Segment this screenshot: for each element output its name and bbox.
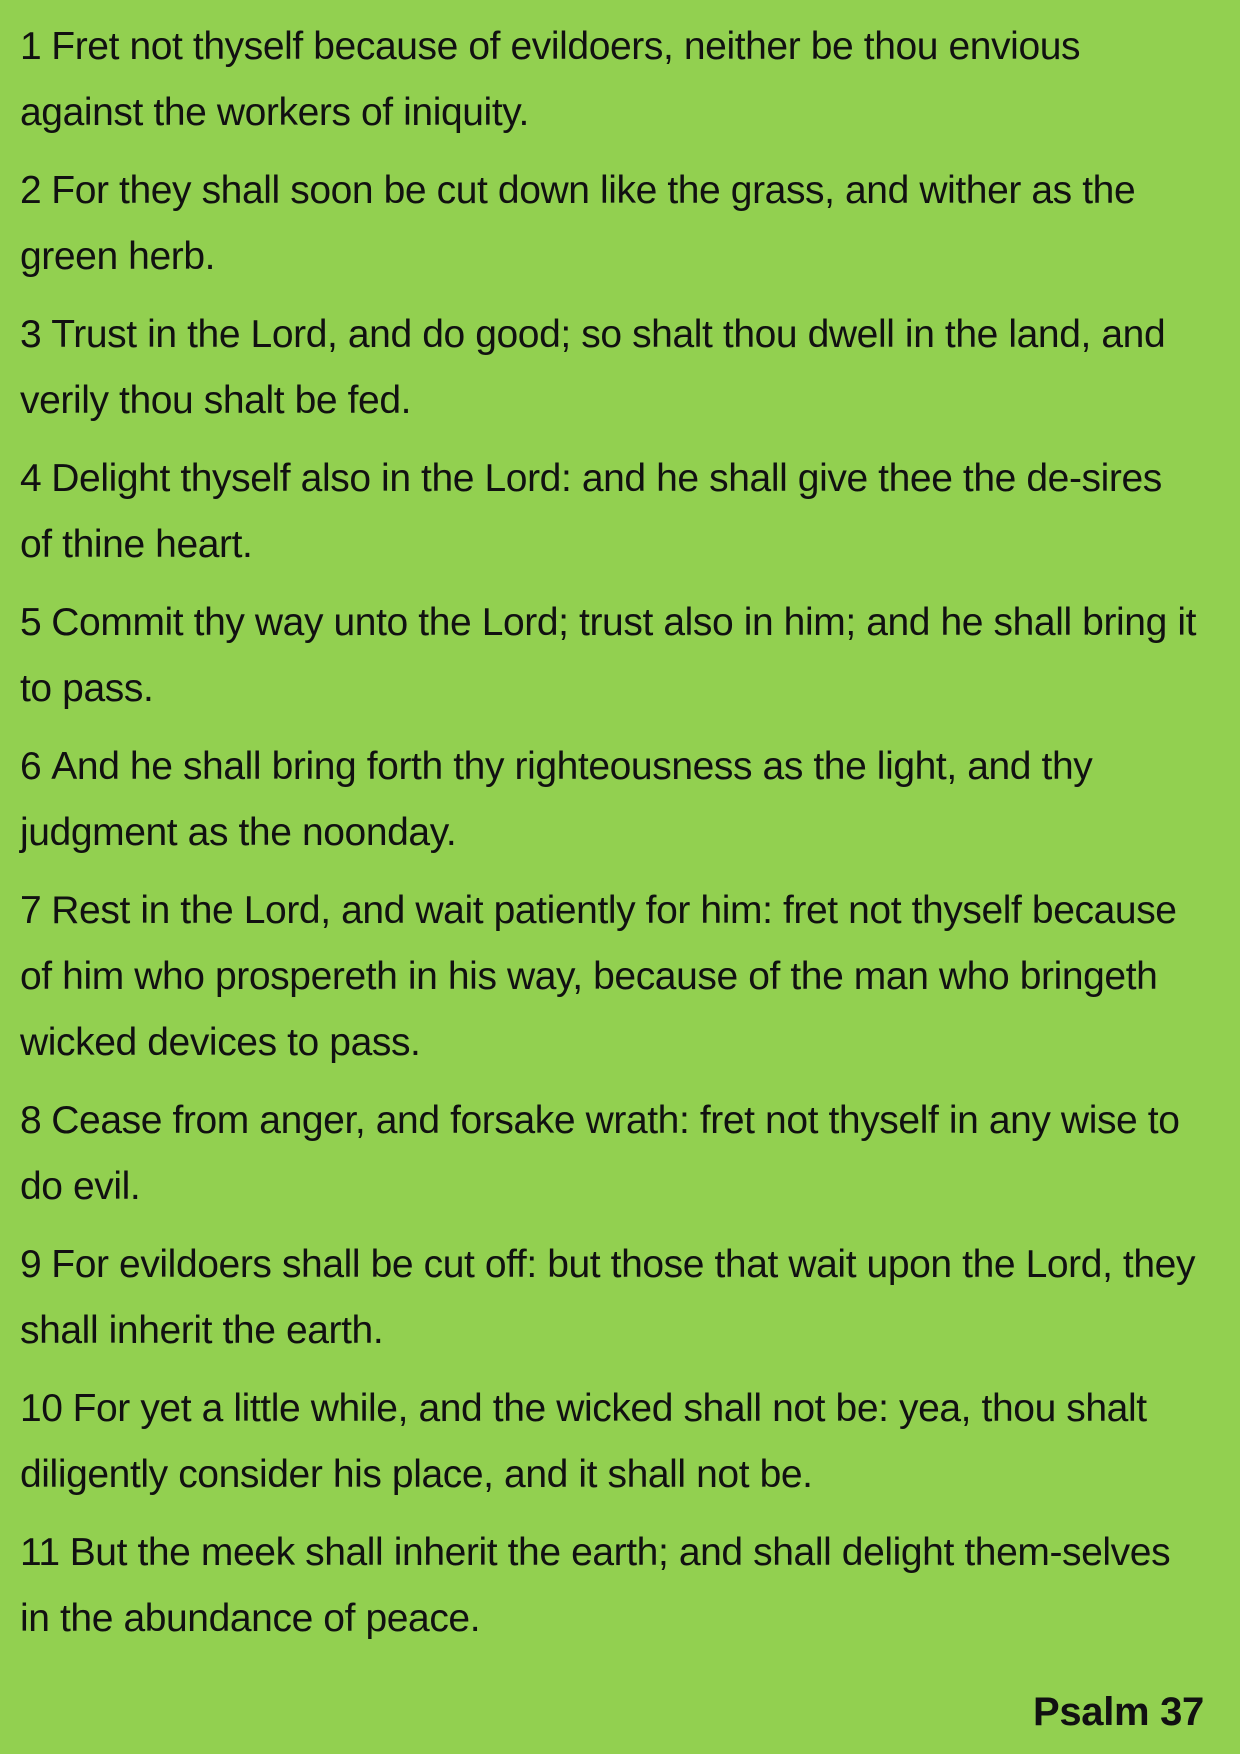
verse-text: For yet a little while, and the wicked shall not be: yea, thou shalt diligently consider his place, and it shall not be. bbox=[20, 1387, 1147, 1496]
verse-text: Rest in the Lord, and wait patiently for him: fret not thyself because of him who prospereth in his way, because of the man who bringeth wicked devices to pass. bbox=[20, 889, 1177, 1064]
verse-5 bbox=[20, 590, 1204, 722]
verse-number: 4 bbox=[20, 457, 42, 500]
verse-number: 5 bbox=[20, 601, 42, 644]
verse-number: 8 bbox=[20, 1099, 42, 1142]
verse-number: 3 bbox=[20, 313, 42, 356]
verse-list bbox=[20, 14, 1204, 1652]
verse-number: 10 bbox=[20, 1387, 63, 1430]
verse-text: For evildoers shall be cut off: but those that wait upon the Lord, they shall inherit the earth. bbox=[20, 1243, 1196, 1352]
verse-text: Delight thyself also in the Lord: and he shall give thee the de-sires of thine heart. bbox=[20, 457, 1162, 566]
verse-number: 2 bbox=[20, 169, 42, 212]
verse-text: Cease from anger, and forsake wrath: fret not thyself in any wise to do evil. bbox=[20, 1099, 1180, 1208]
verse-3 bbox=[20, 302, 1204, 434]
verse-7 bbox=[20, 878, 1204, 1076]
verse-6 bbox=[20, 734, 1204, 866]
verse-text: Commit thy way unto the Lord; trust also in him; and he shall bring it to pass. bbox=[20, 601, 1197, 710]
verse-number: 1 bbox=[20, 25, 42, 68]
verse-2 bbox=[20, 158, 1204, 290]
verse-9 bbox=[20, 1232, 1204, 1364]
verse-text: Trust in the Lord, and do good; so shalt thou dwell in the land, and verily thou shalt be fed. bbox=[20, 313, 1166, 422]
verse-text: But the meek shall inherit the earth; and shall delight them-selves in the abundance of peace. bbox=[20, 1531, 1171, 1640]
verse-number: 7 bbox=[20, 889, 42, 932]
verse-number: 9 bbox=[20, 1243, 42, 1286]
verse-10 bbox=[20, 1376, 1204, 1508]
verse-text: For they shall soon be cut down like the grass, and wither as the green herb. bbox=[20, 169, 1136, 278]
verse-text: Fret not thyself because of evildoers, neither be thou envious against the workers of iniquity. bbox=[20, 25, 1081, 134]
verse-8 bbox=[20, 1088, 1204, 1220]
verse-1 bbox=[20, 14, 1204, 146]
verse-4 bbox=[20, 446, 1204, 578]
verse-number: 6 bbox=[20, 745, 42, 788]
verse-number: 11 bbox=[20, 1531, 60, 1574]
verse-text: And he shall bring forth thy righteousness as the light, and thy judgment as the noonday. bbox=[20, 745, 1093, 854]
verse-11 bbox=[20, 1520, 1204, 1652]
passage-reference: Psalm 37 bbox=[1032, 1690, 1204, 1734]
